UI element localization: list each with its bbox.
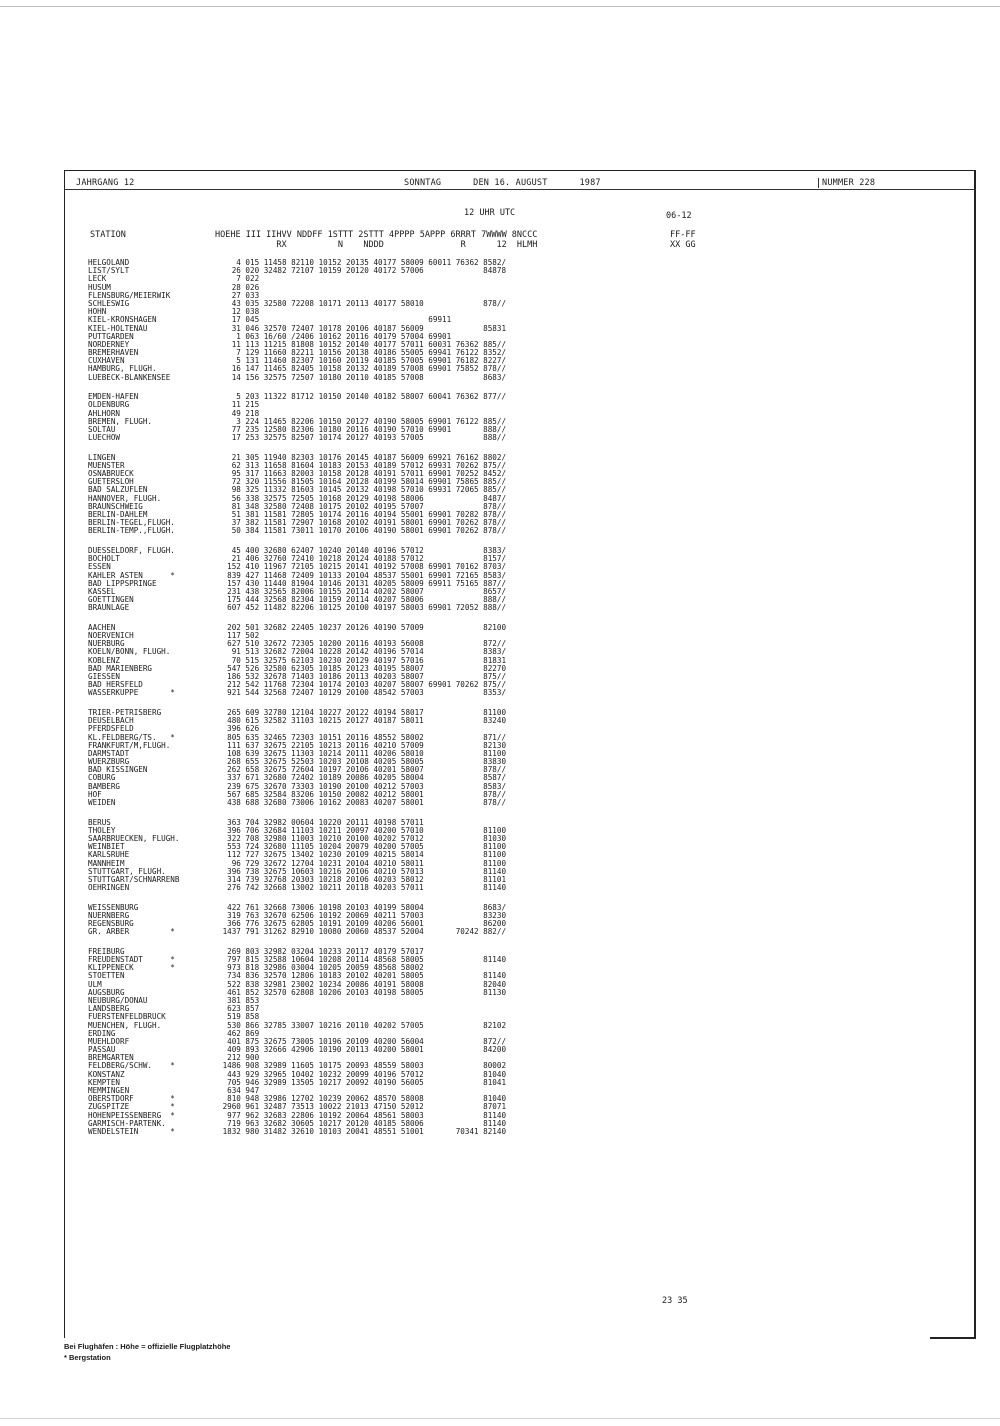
table-row — [88, 1005, 648, 1013]
station-name: BAD LIPPSPRINGE — [88, 579, 157, 588]
station-codes: 401 875 32675 73005 10196 20109 40200 56004 872// — [218, 1036, 507, 1046]
station-name: WASSERKUPPE * — [88, 689, 175, 698]
station-name: BERUS — [88, 818, 111, 827]
station-name: GOETTINGEN — [88, 596, 134, 605]
top-border-line — [0, 6, 1000, 7]
station-codes: 461 852 32570 62808 10206 20103 40198 58005 81130 — [218, 987, 507, 997]
table-row — [88, 1022, 648, 1030]
station-name: ULM — [88, 980, 102, 989]
station-codes: 319 763 32670 62506 10192 20069 40211 57003 83230 — [218, 910, 507, 920]
station-name: LIST/SYLT — [88, 267, 130, 276]
station-name: PASSAU — [88, 1046, 116, 1055]
station-codes: 77 235 12580 82306 10180 20116 40190 57010 69901 888// — [218, 424, 507, 434]
station-codes: 480 615 32582 31103 10215 20127 40187 58011 83240 — [218, 716, 507, 726]
station-name: TRIER-PETRISBERG — [88, 708, 162, 717]
station-name: HELGOLAND — [88, 259, 130, 267]
station-name: AHLHORN — [88, 409, 121, 418]
station-codes: 212 542 11768 72304 10174 20103 40207 58007 69901 70262 875// — [218, 680, 507, 690]
table-row — [88, 624, 648, 632]
station-name: FRANKFURT/M,FLUGH. — [88, 741, 171, 750]
station-codes: 719 963 32682 30605 10217 20120 40185 58006 81140 — [218, 1118, 507, 1128]
station-codes: 396 626 — [218, 724, 260, 734]
station-name: LINGEN — [88, 453, 116, 462]
station-name: HAMBURG, FLUGH. — [88, 365, 157, 374]
station-name: HANNOVER, FLUGH. — [88, 494, 162, 503]
station-name: GR. ARBER * — [88, 928, 175, 937]
station-name: MUENSTER — [88, 461, 125, 470]
table-row — [88, 284, 648, 292]
gust-value: 23 35 — [662, 1296, 688, 1306]
station-codes: 37 382 11581 72907 10168 20102 40191 58001 69901 70262 878// — [218, 518, 507, 528]
station-name: KIEL-HOLTENAU — [88, 324, 148, 333]
station-codes: 202 501 32682 22405 10237 20126 40190 57009 82100 — [218, 622, 507, 632]
station-codes: 112 727 32675 13402 10230 20109 40215 58014 81100 — [218, 850, 507, 860]
table-row — [88, 689, 648, 697]
station-name: KARLSRUHE — [88, 851, 130, 860]
station-name: BREMERHAVEN — [88, 349, 139, 358]
station-name: PUTTGARDEN — [88, 332, 134, 341]
station-name: KOBLENZ — [88, 656, 121, 665]
station-codes: 553 724 32680 11105 10204 20079 40200 57005 81100 — [218, 842, 507, 852]
station-codes: 212 900 — [218, 1053, 260, 1063]
station-codes: 522 838 32981 23002 10234 20086 40191 58008 82040 — [218, 979, 507, 989]
station-name: MUENCHEN, FLUGH. — [88, 1021, 162, 1030]
station-name: NUERNBERG — [88, 911, 130, 920]
station-codes: 734 836 32570 12806 10183 20102 40201 58005 81140 — [218, 971, 507, 981]
station-name: NORDERNEY — [88, 340, 130, 349]
station-name: ZUGSPITZE * — [88, 1103, 175, 1112]
station-name: HOHENPEISSENBERG * — [88, 1111, 175, 1120]
station-name: BREMGARTEN — [88, 1054, 134, 1063]
station-group — [88, 454, 648, 536]
station-name: HOHN — [88, 308, 107, 317]
station-name: LANDSBERG — [88, 1005, 130, 1014]
station-codes: 56 338 32575 72505 10168 20129 40198 58006 8487/ — [218, 493, 507, 503]
gust-header-xx: XX GG — [670, 240, 696, 250]
station-codes: 396 738 32675 10603 10216 20106 40210 57013 81140 — [218, 866, 507, 876]
station-codes: 634 947 — [218, 1086, 260, 1095]
station-name: HOF — [88, 790, 102, 799]
station-codes: 51 381 11581 72805 10174 20116 40194 55001 69901 70282 878// — [218, 510, 507, 520]
header-rule — [64, 189, 976, 190]
station-name: BAD MARIENBERG — [88, 664, 153, 673]
station-codes: 1437 791 31262 82910 10080 20060 48537 52004 70242 882// — [218, 927, 507, 937]
station-codes: 95 317 11663 82003 10158 20128 40191 57011 69901 70252 8452/ — [218, 469, 507, 479]
table-row — [88, 928, 648, 936]
station-codes: 7 022 — [218, 274, 260, 284]
bottom-border-line — [0, 1418, 1000, 1419]
station-name: WENDELSTEIN * — [88, 1127, 175, 1136]
station-group — [88, 709, 648, 807]
station-name: BERLIN-DAHLEM — [88, 511, 148, 520]
station-codes: 314 739 32768 20303 10218 20106 40203 58012 81101 — [218, 874, 507, 884]
station-name: NEUBURG/DONAU — [88, 996, 148, 1005]
station-codes: 977 962 32683 22806 10192 20064 48561 58003 81140 — [218, 1110, 507, 1120]
station-name: STOETTEN — [88, 972, 125, 981]
station-codes: 2960 961 32487 73513 10022 21013 47150 52012 87071 — [218, 1102, 507, 1112]
station-codes: 265 609 32780 12104 10227 20122 40194 58017 81100 — [218, 707, 507, 717]
station-name: GARMISCH-PARTENK. — [88, 1119, 166, 1128]
issue-number: NUMMER 228 — [818, 178, 875, 188]
station-codes: 1486 908 32989 11605 10175 20093 48559 58003 80002 — [218, 1061, 507, 1071]
station-name: KLIPPENECK * — [88, 964, 175, 973]
table-row — [88, 275, 648, 283]
station-name: KASSEL — [88, 587, 116, 596]
station-group — [88, 547, 648, 613]
station-name: MEMMINGEN — [88, 1087, 130, 1095]
station-codes: 72 320 11556 81505 10164 20128 40199 58014 69901 75865 885// — [218, 477, 507, 487]
bottom-rule — [930, 1337, 976, 1339]
station-codes: 623 857 — [218, 1004, 260, 1014]
station-table — [88, 259, 648, 1148]
station-name: BRAUNLAGE — [88, 604, 130, 613]
station-name: BAD KISSINGEN — [88, 766, 148, 775]
station-name: KEMPTEN — [88, 1078, 121, 1087]
station-name: WUERZBURG — [88, 758, 130, 767]
station-name: DEUSELBACH — [88, 717, 134, 726]
station-name: OEHRINGEN — [88, 884, 130, 893]
station-codes: 547 526 32580 62305 10185 20123 40195 58007 82270 — [218, 663, 507, 673]
station-codes: 839 427 11468 72409 10133 20104 48537 55001 69901 72165 8583/ — [218, 570, 507, 580]
station-codes: 797 815 32588 10604 10208 20114 48568 58005 81140 — [218, 955, 507, 964]
station-codes: 567 685 32584 83206 10150 20082 40212 58001 878// — [218, 789, 507, 799]
station-name: SAARBRUECKEN, FLUGH. — [88, 834, 180, 843]
station-codes: 28 026 — [218, 282, 260, 292]
station-codes: 70 515 32575 62103 10230 20129 40197 57016 81831 — [218, 655, 507, 665]
station-codes: 21 406 32760 72410 10218 20124 40188 57012 8157/ — [218, 554, 507, 564]
station-name: OLDENBURG — [88, 401, 130, 410]
volume-label: JAHRGANG 12 — [76, 178, 135, 188]
station-name: FUERSTENFELDBRUCK — [88, 1013, 166, 1022]
station-codes: 186 532 32678 71403 10186 20113 40203 58007 875// — [218, 672, 507, 681]
gust-period-header: 06-12 — [666, 211, 692, 221]
station-codes: 4 015 11458 82110 10152 20135 40177 58009 60011 76362 8582/ — [218, 258, 507, 267]
station-name: MANNHEIM — [88, 859, 125, 868]
table-row — [88, 997, 648, 1005]
station-column-header: STATION — [90, 230, 126, 240]
station-name: MUEHLDORF — [88, 1037, 130, 1046]
station-name: DUESSELDORF, FLUGH. — [88, 546, 175, 555]
station-group — [88, 948, 648, 1136]
station-name: PFERDSFELD — [88, 725, 134, 734]
station-name: BAMBERG — [88, 782, 121, 791]
station-codes: 973 818 32986 03004 10205 20059 48568 58002 — [218, 963, 424, 973]
table-row — [88, 374, 648, 382]
station-name: NUERBURG — [88, 640, 125, 649]
station-codes: 921 544 32568 72407 10129 20100 48542 57003 8353/ — [218, 688, 507, 698]
date-label: SONNTAG DEN 16. AUGUST 1987 — [404, 178, 601, 188]
station-name: BERLIN-TEGEL,FLUGH. — [88, 519, 175, 528]
station-codes: 5 203 11322 81712 10150 20140 40182 58007 60041 76362 877// — [218, 392, 507, 402]
station-codes: 1832 980 31482 32610 10103 20041 48551 51001 70341 82140 — [218, 1126, 507, 1136]
station-codes: 157 430 11440 81904 10146 20131 40205 58009 69911 75165 887// — [218, 578, 507, 588]
station-codes: 175 444 32568 82304 10159 20114 40207 58006 888// — [218, 595, 507, 605]
station-codes: 21 305 11940 82303 10176 20145 40187 56009 69921 76162 8802/ — [218, 452, 507, 462]
station-codes: 381 853 — [218, 995, 260, 1005]
station-codes: 276 742 32668 13002 10211 20118 40203 57011 81140 — [218, 883, 507, 893]
station-codes: 14 156 32575 72507 10180 20110 40185 57008 8683/ — [218, 372, 507, 382]
station-codes: 409 893 32666 42906 10190 20113 40200 58001 84200 — [218, 1045, 507, 1055]
station-name: WEISSENBURG — [88, 903, 139, 912]
station-name: AACHEN — [88, 623, 116, 632]
station-name: NOERVENICH — [88, 632, 134, 641]
station-name: WEINBIET — [88, 843, 125, 852]
table-row — [88, 989, 648, 997]
station-codes: 337 671 32680 72402 10189 20086 40205 58004 8587/ — [218, 773, 507, 783]
footnote-airport-height: Bei Flughäfen : Höhe = offizielle Flugplatzhöhe — [64, 1342, 231, 1351]
station-name: REGENSBURG — [88, 920, 134, 929]
station-codes: 607 452 11482 82206 10125 20100 40197 58003 69901 72052 888// — [218, 603, 507, 613]
station-codes: 1 063 16/60 /2406 10162 20116 40179 57004 69901 — [218, 331, 452, 341]
station-name: LECK — [88, 275, 107, 284]
station-codes: 17 253 32575 82507 10174 20127 40193 57005 888// — [218, 433, 507, 443]
station-codes: 91 513 32682 72004 10228 20142 40196 57014 8383/ — [218, 647, 507, 657]
station-codes: 11 113 11215 81808 10152 20140 40177 57011 60031 76362 885// — [218, 339, 507, 349]
station-codes: 231 438 32565 82006 10155 20114 40202 58007 8657/ — [218, 586, 507, 596]
station-codes: 96 729 32672 12704 10231 20104 40210 58011 81100 — [218, 858, 507, 868]
station-group — [88, 393, 648, 442]
station-codes: 462 869 — [218, 1028, 260, 1038]
station-codes: 268 655 32675 52503 10203 20108 40205 58005 83830 — [218, 757, 507, 767]
station-name: CUXHAVEN — [88, 357, 125, 366]
table-row — [88, 1128, 648, 1136]
station-codes: 98 325 11332 81603 10145 20132 40198 57010 69931 72065 885// — [218, 485, 507, 495]
station-codes: 117 502 — [218, 631, 260, 641]
station-codes: 366 776 32675 62805 10191 20109 40206 56001 86200 — [218, 919, 507, 929]
station-codes: 50 384 11581 73011 10170 20106 40190 58001 69901 70262 878// — [218, 526, 507, 536]
station-name: STUTTGART/SCHNARRENB — [88, 875, 180, 884]
station-codes: 62 313 11658 81604 10183 20153 40189 57012 69931 70262 875// — [218, 460, 507, 470]
station-name: WEIDEN — [88, 799, 116, 808]
station-name: KAHLER ASTEN * — [88, 571, 175, 580]
station-name: KONSTANZ — [88, 1070, 125, 1079]
station-codes: 705 946 32989 13505 10217 20092 40190 56005 81041 — [218, 1077, 507, 1087]
station-codes: 519 858 — [218, 1012, 260, 1022]
footnote-mountain-station: * Bergstation — [64, 1353, 111, 1362]
station-name: BAD SALZUFLEN — [88, 486, 148, 495]
station-name: HUSUM — [88, 283, 111, 292]
station-codes: 269 803 32982 03204 10233 20117 40179 57017 — [218, 946, 424, 956]
table-row — [88, 1046, 648, 1054]
station-codes: 81 348 32580 72408 10175 20102 40195 57007 878// — [218, 501, 507, 511]
station-group — [88, 819, 648, 893]
station-name: BAD HERSFELD — [88, 681, 143, 690]
table-row — [88, 267, 648, 275]
station-name: KIEL-KRONSHAGEN — [88, 316, 157, 325]
table-row — [88, 300, 648, 308]
station-name: FREUDENSTADT * — [88, 956, 175, 964]
station-name: SCHLESWIG — [88, 299, 130, 308]
station-codes: 17 045 69911 — [218, 315, 452, 325]
station-name: BRAUNSCHWEIG — [88, 502, 143, 511]
station-name: FREIBURG — [88, 947, 125, 956]
station-codes: 262 658 32675 72604 10197 20106 40201 58007 878// — [218, 765, 507, 775]
station-codes: 111 637 32675 22105 10213 20116 40210 57009 82130 — [218, 740, 507, 750]
station-name: DARMSTADT — [88, 749, 130, 758]
station-codes: 26 020 32482 72107 10159 20120 40172 57006 84878 — [218, 266, 507, 276]
table-row — [88, 884, 648, 892]
station-codes: 438 688 32680 73006 10162 20083 40207 58001 878// — [218, 798, 507, 808]
station-group — [88, 259, 648, 382]
station-name: ERDING — [88, 1029, 116, 1038]
station-name: KL.FELDBERG/TS. * — [88, 733, 175, 742]
station-name: KOELN/BONN, FLUGH. — [88, 648, 171, 657]
station-name: LUECHOW — [88, 434, 121, 443]
station-codes: 16 147 11465 82405 10158 20132 40189 57008 69901 75852 878// — [218, 364, 507, 374]
station-name: BOCHOLT — [88, 555, 121, 564]
station-name: COBURG — [88, 774, 116, 783]
station-codes: 152 410 11967 72105 10215 20141 40192 57008 69901 70162 8703/ — [218, 562, 507, 572]
station-codes: 396 706 32684 11103 10211 20097 40200 57010 81100 — [218, 825, 507, 835]
station-name: STUTTGART, FLUGH. — [88, 867, 166, 876]
table-row — [88, 604, 648, 612]
station-name: OSNABRUECK — [88, 470, 134, 479]
station-codes: 11 215 — [218, 400, 260, 410]
station-codes: 322 708 32980 11003 10210 20100 40202 57012 81030 — [218, 833, 507, 843]
table-row — [88, 799, 648, 807]
gust-header-ff: FF-FF — [670, 230, 696, 240]
station-name: AUGSBURG — [88, 988, 125, 997]
station-codes: 239 675 32670 73303 10190 20100 40212 57003 8583/ — [218, 781, 507, 791]
station-name: THOLEY — [88, 826, 116, 835]
station-codes: 7 129 11660 82211 10156 20138 40186 55005 69941 76122 8352/ — [218, 348, 507, 358]
station-codes: 443 929 32965 10402 10232 20099 40196 57012 81040 — [218, 1069, 507, 1079]
station-group — [88, 624, 648, 698]
table-row — [88, 434, 648, 442]
station-codes: 45 400 32680 62407 10240 20140 40196 57012 8383/ — [218, 545, 507, 555]
station-name: EMDEN-HAFEN — [88, 393, 139, 402]
table-row — [88, 1079, 648, 1087]
station-codes: 530 866 32785 33007 10216 20110 40202 57005 82102 — [218, 1020, 507, 1030]
station-name: FLENSBURG/MEIERWIK — [88, 291, 171, 300]
station-name: FELDBERG/SCHW. * — [88, 1062, 175, 1071]
table-row — [88, 401, 648, 409]
station-codes: 12 038 — [218, 307, 260, 317]
observation-time-title: 12 UHR UTC — [464, 208, 516, 218]
station-group — [88, 904, 648, 937]
code-column-header-2: RX N NDDD R 12 HLMH — [215, 240, 538, 250]
station-codes: 422 761 32668 73006 10198 20103 40199 58004 8683/ — [218, 902, 507, 912]
station-codes: 43 035 32580 72208 10171 20113 40177 58010 878// — [218, 298, 507, 308]
station-name: OBERSTDORF * — [88, 1095, 175, 1104]
station-name: BREMEN, FLUGH. — [88, 417, 153, 426]
table-row — [88, 717, 648, 725]
station-codes: 49 218 — [218, 408, 260, 418]
code-column-header-1: HOEHE III IIHVV NDDFF 1STTT 2STTT 4PPPP 5APPP 6RRRT 7WWWW 8NCCC — [215, 230, 538, 240]
station-codes: 627 510 32672 72305 10200 20116 40193 56008 872// — [218, 639, 507, 649]
station-codes: 363 704 32982 00604 10220 20111 40198 57011 — [218, 817, 424, 827]
table-row — [88, 393, 648, 401]
station-codes: 27 033 — [218, 290, 260, 300]
station-name: GIESSEN — [88, 673, 121, 681]
station-name: GUETERSLOH — [88, 478, 134, 487]
station-codes: 3 224 11465 82206 10150 20127 40190 58005 69901 76122 885// — [218, 416, 507, 426]
station-codes: 31 046 32570 72407 10178 20106 40187 56009 85831 — [218, 323, 507, 333]
station-name: LUEBECK-BLANKENSEE — [88, 373, 171, 382]
station-codes: 5 131 11460 82307 10160 20119 40185 57005 69901 76182 8227/ — [218, 356, 507, 366]
station-codes: 810 948 32986 12702 10239 20062 48570 58008 81040 — [218, 1094, 507, 1104]
station-name: ESSEN — [88, 563, 111, 572]
station-name: SOLTAU — [88, 425, 116, 434]
station-name: BERLIN-TEMP.,FLUGH. — [88, 527, 175, 536]
table-row — [88, 527, 648, 535]
station-codes: 805 635 32465 72303 10151 20116 48552 58002 871// — [218, 732, 507, 742]
station-codes: 108 639 32675 11303 10214 20111 40206 58010 81100 — [218, 748, 507, 758]
